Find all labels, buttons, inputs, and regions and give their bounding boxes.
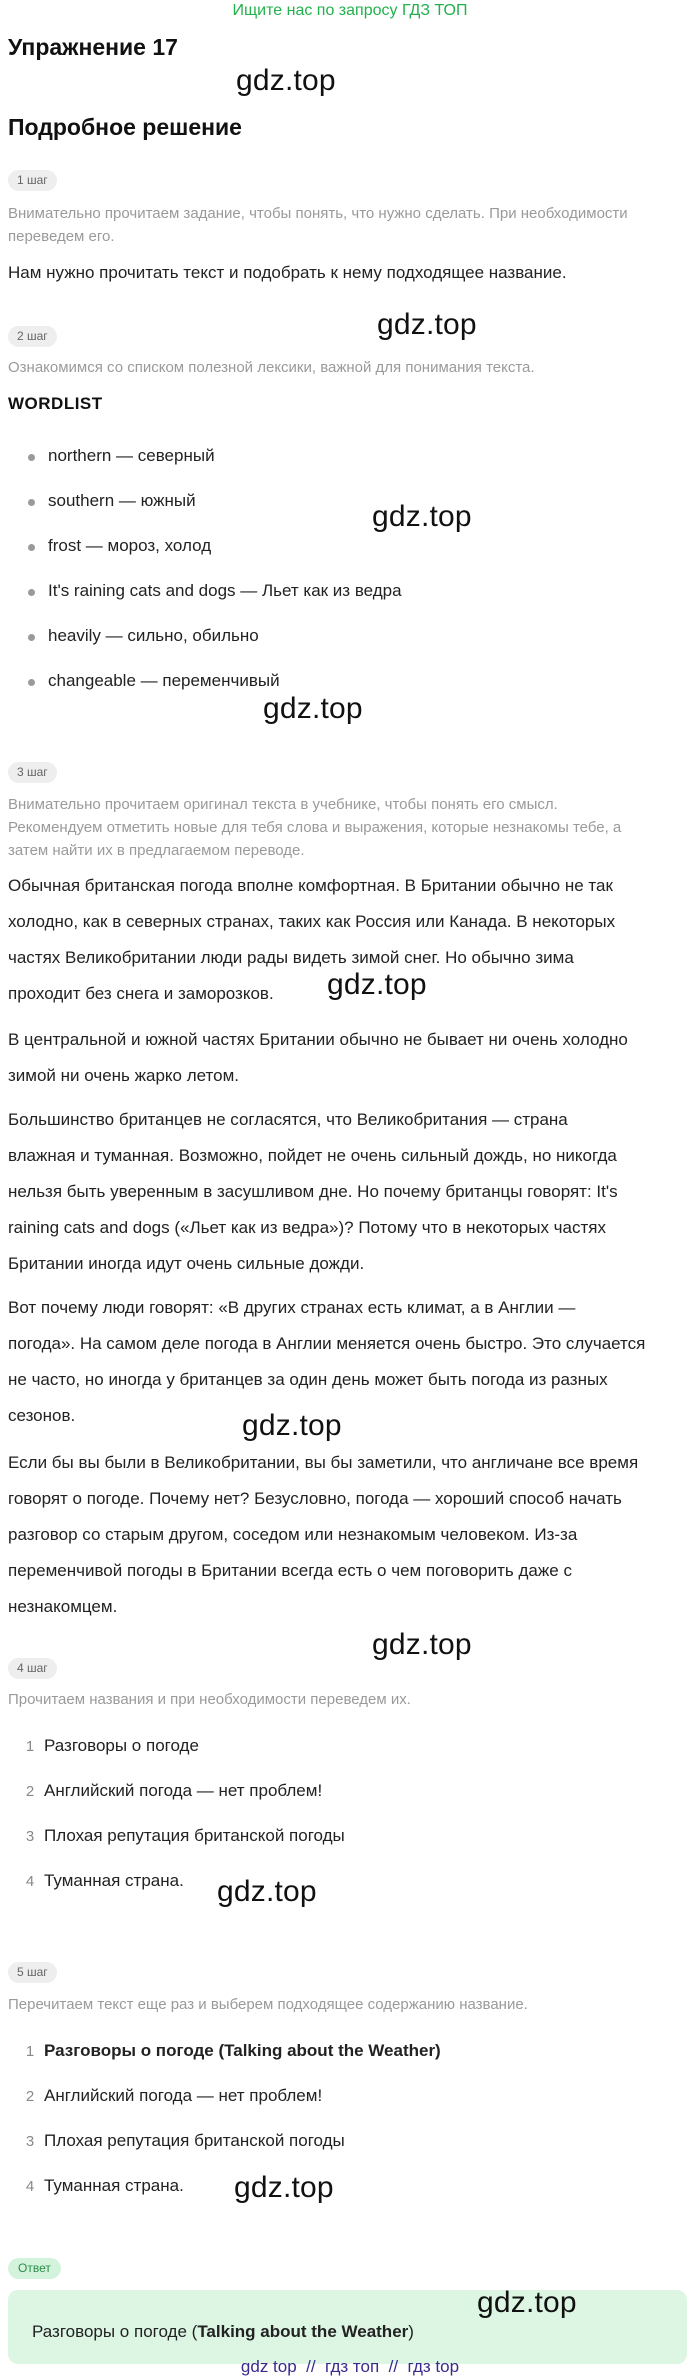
- step-5-note: Перечитаем текст еще раз и выберем подходящее содержанию название.: [8, 1996, 528, 2013]
- watermark: gdz.top: [372, 1628, 472, 1661]
- page-title: Упражнение 17: [8, 34, 178, 60]
- text-paragraph: В центральной и южной частях Британии обычно не бывает ни очень холодно зимой ни очень жарко летом.: [8, 1030, 628, 1085]
- bullet-dot: [28, 634, 35, 641]
- watermark: gdz.top: [377, 308, 477, 341]
- footer-separator: //: [388, 2357, 399, 2376]
- watermark: gdz.top: [236, 64, 336, 97]
- step-2-badge: 2 шаг: [8, 326, 57, 347]
- watermark: gdz.top: [263, 692, 363, 725]
- search-banner[interactable]: Ищите нас по запросу ГДЗ ТОП: [232, 2, 468, 19]
- wordlist-heading: WORDLIST: [8, 394, 103, 413]
- title-option: Английский погода — нет проблем!: [44, 2086, 323, 2105]
- title-option: Плохая репутация британской погоды: [44, 1826, 345, 1845]
- title-option: Плохая репутация британской погоды: [44, 2131, 345, 2150]
- footer-links: [0, 2357, 700, 2377]
- list-number: 4: [25, 2178, 35, 2195]
- list-number: 3: [25, 2133, 35, 2150]
- list-number: 2: [25, 2088, 35, 2105]
- footer-link[interactable]: гдз топ: [325, 2357, 380, 2376]
- step-2-note: Ознакомимся со списком полезной лексики, важной для понимания текста.: [8, 359, 535, 376]
- text-paragraph: Обычная британская погода вполне комфортная. В Британии обычно не так холодно, как в северных странах, таких как Россия или Канада. В некоторых частях Великобритании люди рады видеть зимой снег. Но обычно зима проходит без снега и заморозков.: [8, 876, 616, 1003]
- footer-link[interactable]: gdz top: [240, 2357, 297, 2376]
- wordlist-item: southern — южный: [48, 491, 196, 510]
- bullet-dot: [28, 589, 35, 596]
- title-option: Разговоры о погоде: [44, 1736, 199, 1755]
- watermark: gdz.top: [327, 968, 427, 1001]
- step-4-badge: 4 шаг: [8, 1658, 57, 1679]
- wordlist-item: changeable — переменчивый: [48, 671, 280, 690]
- wordlist-item: northern — северный: [48, 446, 215, 465]
- list-number: 3: [25, 1828, 35, 1845]
- solution-heading: Подробное решение: [8, 114, 242, 140]
- answer-text: Разговоры о погоде (Talking about the Weather): [32, 2322, 414, 2341]
- answer-badge: Ответ: [8, 2258, 61, 2279]
- step-3-badge: 3 шаг: [8, 762, 57, 783]
- bullet-dot: [28, 679, 35, 686]
- wordlist-item: frost — мороз, холод: [48, 536, 212, 555]
- watermark: gdz.top: [242, 1409, 342, 1442]
- list-number: 1: [25, 2043, 35, 2060]
- list-number: 1: [25, 1738, 35, 1755]
- correct-title-option: Разговоры о погоде (Talking about the Weather): [44, 2041, 441, 2060]
- title-option: Туманная страна.: [44, 1871, 184, 1890]
- watermark: gdz.top: [234, 2171, 334, 2204]
- step-3-note: Внимательно прочитаем оригинал текста в учебнике, чтобы понять его смысл. Рекомендуем отметить новые для тебя слова и выражения, которые незнакомы тебе, а затем найти их в предлагаемом переводе.: [8, 796, 622, 859]
- title-option: Английский погода — нет проблем!: [44, 1781, 323, 1800]
- text-paragraph: Если бы вы были в Великобритании, вы бы заметили, что англичане все время говорят о погоде. Почему нет? Безусловно, погода — хороший способ начать разговор со старым другом, соседом или незнакомым человеком. Из-за переменчивой погоды в Британии всегда есть о чем поговорить даже с незнакомцем.: [8, 1453, 639, 1616]
- text-paragraph: Большинство британцев не согласятся, что Великобритания — страна влажная и туманная. Возможно, пойдет не очень сильный дождь, но никогда нельзя быть уверенным в засушливом дне. Но почему британцы говорят: It's raining cats and dogs («Льет как из ведра»)? Потому что в некоторых частях Британии иногда идут очень сильные дожди.: [8, 1110, 618, 1273]
- step-1-note: Внимательно прочитаем задание, чтобы понять, что нужно сделать. При необходимости переведем его.: [8, 205, 628, 245]
- watermark: gdz.top: [372, 500, 472, 533]
- step-5-badge: 5 шаг: [8, 1962, 57, 1983]
- step-1-text: Нам нужно прочитать текст и подобрать к нему подходящее название.: [8, 263, 567, 282]
- footer-link[interactable]: гдз top: [407, 2357, 460, 2376]
- watermark: gdz.top: [477, 2286, 577, 2319]
- text-paragraph: Вот почему люди говорят: «В других странах есть климат, а в Англии — погода». На самом деле погода в Англии меняется очень быстро. Это случается не часто, но иногда у британцев за один день может быть погода из разных сезонов.: [8, 1298, 646, 1425]
- bullet-dot: [28, 544, 35, 551]
- step-4-note: Прочитаем названия и при необходимости переведем их.: [8, 1691, 411, 1708]
- bullet-dot: [28, 454, 35, 461]
- list-number: 4: [25, 1873, 35, 1890]
- wordlist-item: heavily — сильно, обильно: [48, 626, 259, 645]
- bullet-dot: [28, 499, 35, 506]
- title-option: Туманная страна.: [44, 2176, 184, 2195]
- footer-separator: //: [306, 2357, 316, 2376]
- list-number: 2: [25, 1783, 35, 1800]
- watermark: gdz.top: [217, 1875, 317, 1908]
- step-1-badge: 1 шаг: [8, 170, 57, 191]
- wordlist-item: It's raining cats and dogs — Льет как из ведра: [48, 581, 402, 600]
